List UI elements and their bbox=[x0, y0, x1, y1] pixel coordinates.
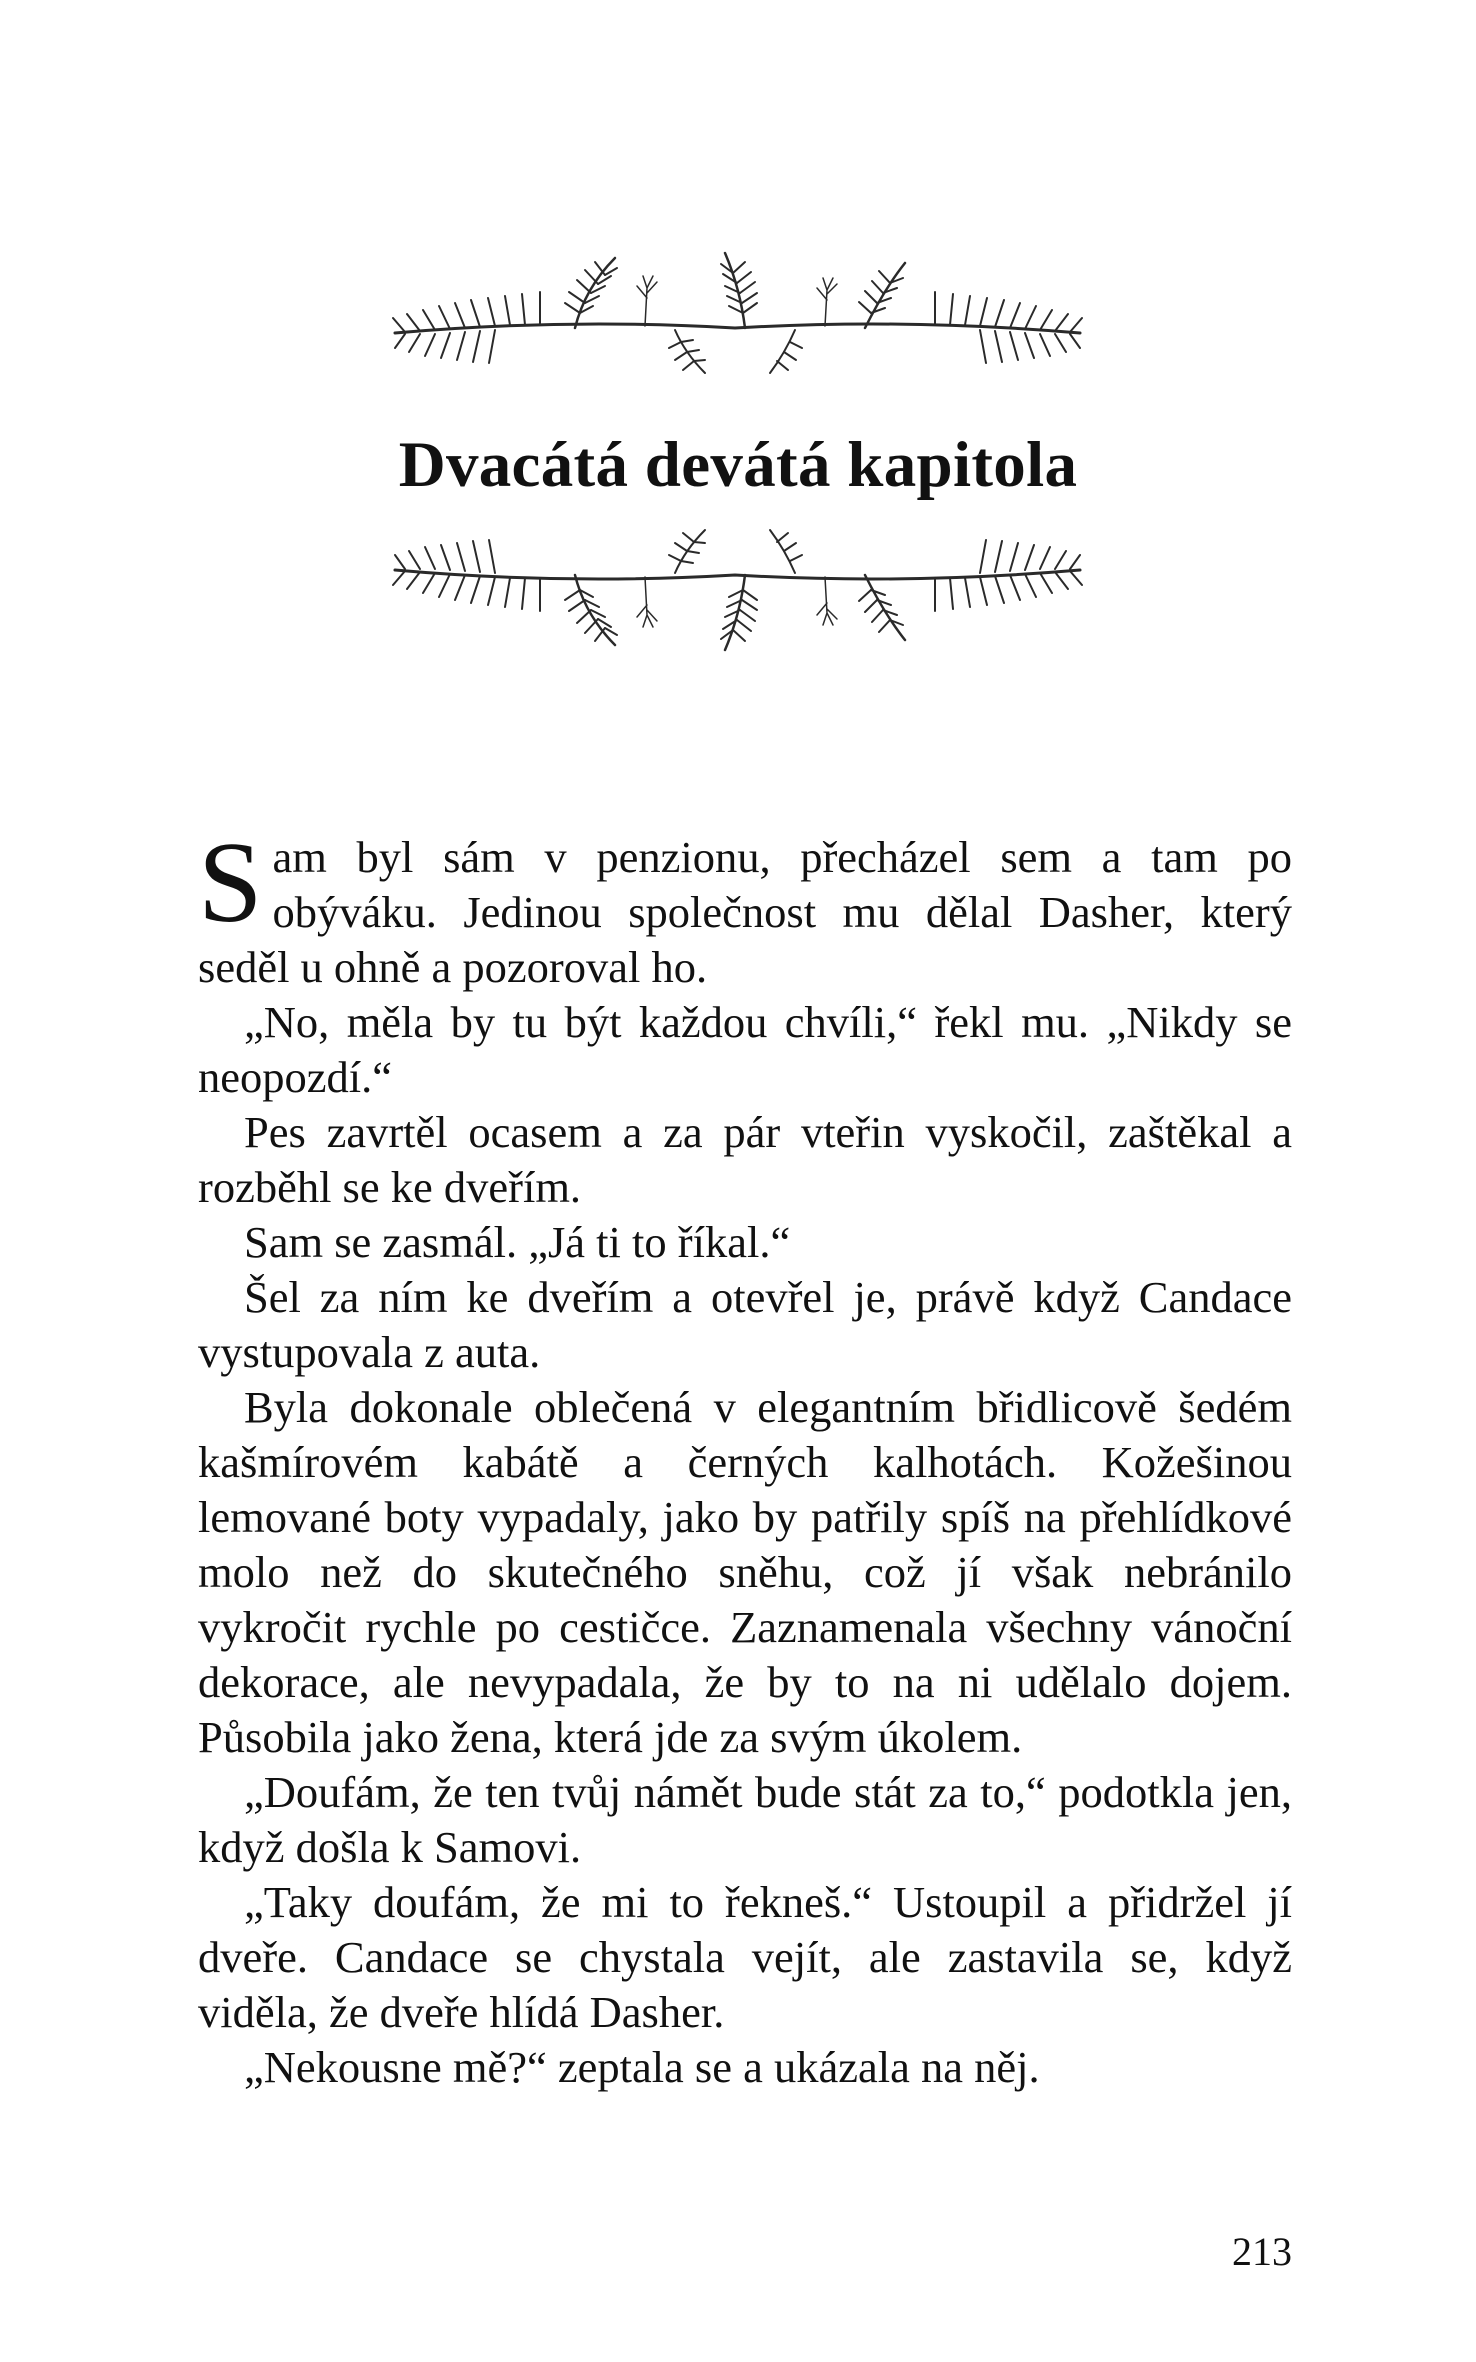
pine-branch-ornament-bottom bbox=[385, 525, 1090, 655]
paragraph: „Taky doufám, že mi to řekneš.“ Ustoupil a přidržel jí dveře. Candace se chystala vejít, ale zastavila se, když viděla, že dveře hlídá Dasher. bbox=[198, 1877, 1292, 2037]
pine-branch-ornament-top bbox=[385, 248, 1090, 378]
paragraph: Sam se zasmál. „Já ti to říkal.“ bbox=[244, 1217, 791, 1267]
paragraph: Šel za ním ke dveřím a otevřel je, právě když Candace vystupovala z auta. bbox=[198, 1272, 1292, 1377]
paragraph: Pes zavrtěl ocasem a za pár vteřin vyskočil, zaštěkal a rozběhl se ke dveřím. bbox=[198, 1107, 1292, 1212]
drop-cap: S bbox=[198, 819, 263, 947]
chapter-body bbox=[198, 819, 1292, 2095]
paragraph: „Doufám, že ten tvůj námět bude stát za to,“ podotkla jen, když došla k Samovi. bbox=[198, 1767, 1292, 1872]
paragraph: Byla dokonale oblečená v elegantním břidlicově šedém kašmírovém kabátě a černých kalhotách. Kožešinou lemované boty vypadaly, jako by patřily spíš na přehlídkové molo než do skutečného sněhu, což jí však nebránilo vykročit rychle po cestičce. Zaznamenala všechny vánoční dekorace, ale nevypadala, že by to na ni udělalo dojem. Působila jako žena, která jde za svým úkolem. bbox=[198, 1382, 1292, 1762]
page-number: 213 bbox=[1232, 2229, 1292, 2274]
paragraph bbox=[198, 819, 1292, 995]
chapter-title: Dvacátá devátá kapitola bbox=[398, 429, 1078, 501]
paragraph: „No, měla by tu být každou chvíli,“ řekl mu. „Nikdy se neopozdí.“ bbox=[198, 997, 1292, 1102]
paragraph: „Nekousne mě?“ zeptala se a ukázala na něj. bbox=[244, 2042, 1040, 2092]
paragraph-text: am byl sám v penzionu, přecházel sem a tam po obýváku. Jedinou společnost mu dělal Dasher, který seděl u ohně a pozoroval ho. bbox=[198, 832, 1292, 992]
